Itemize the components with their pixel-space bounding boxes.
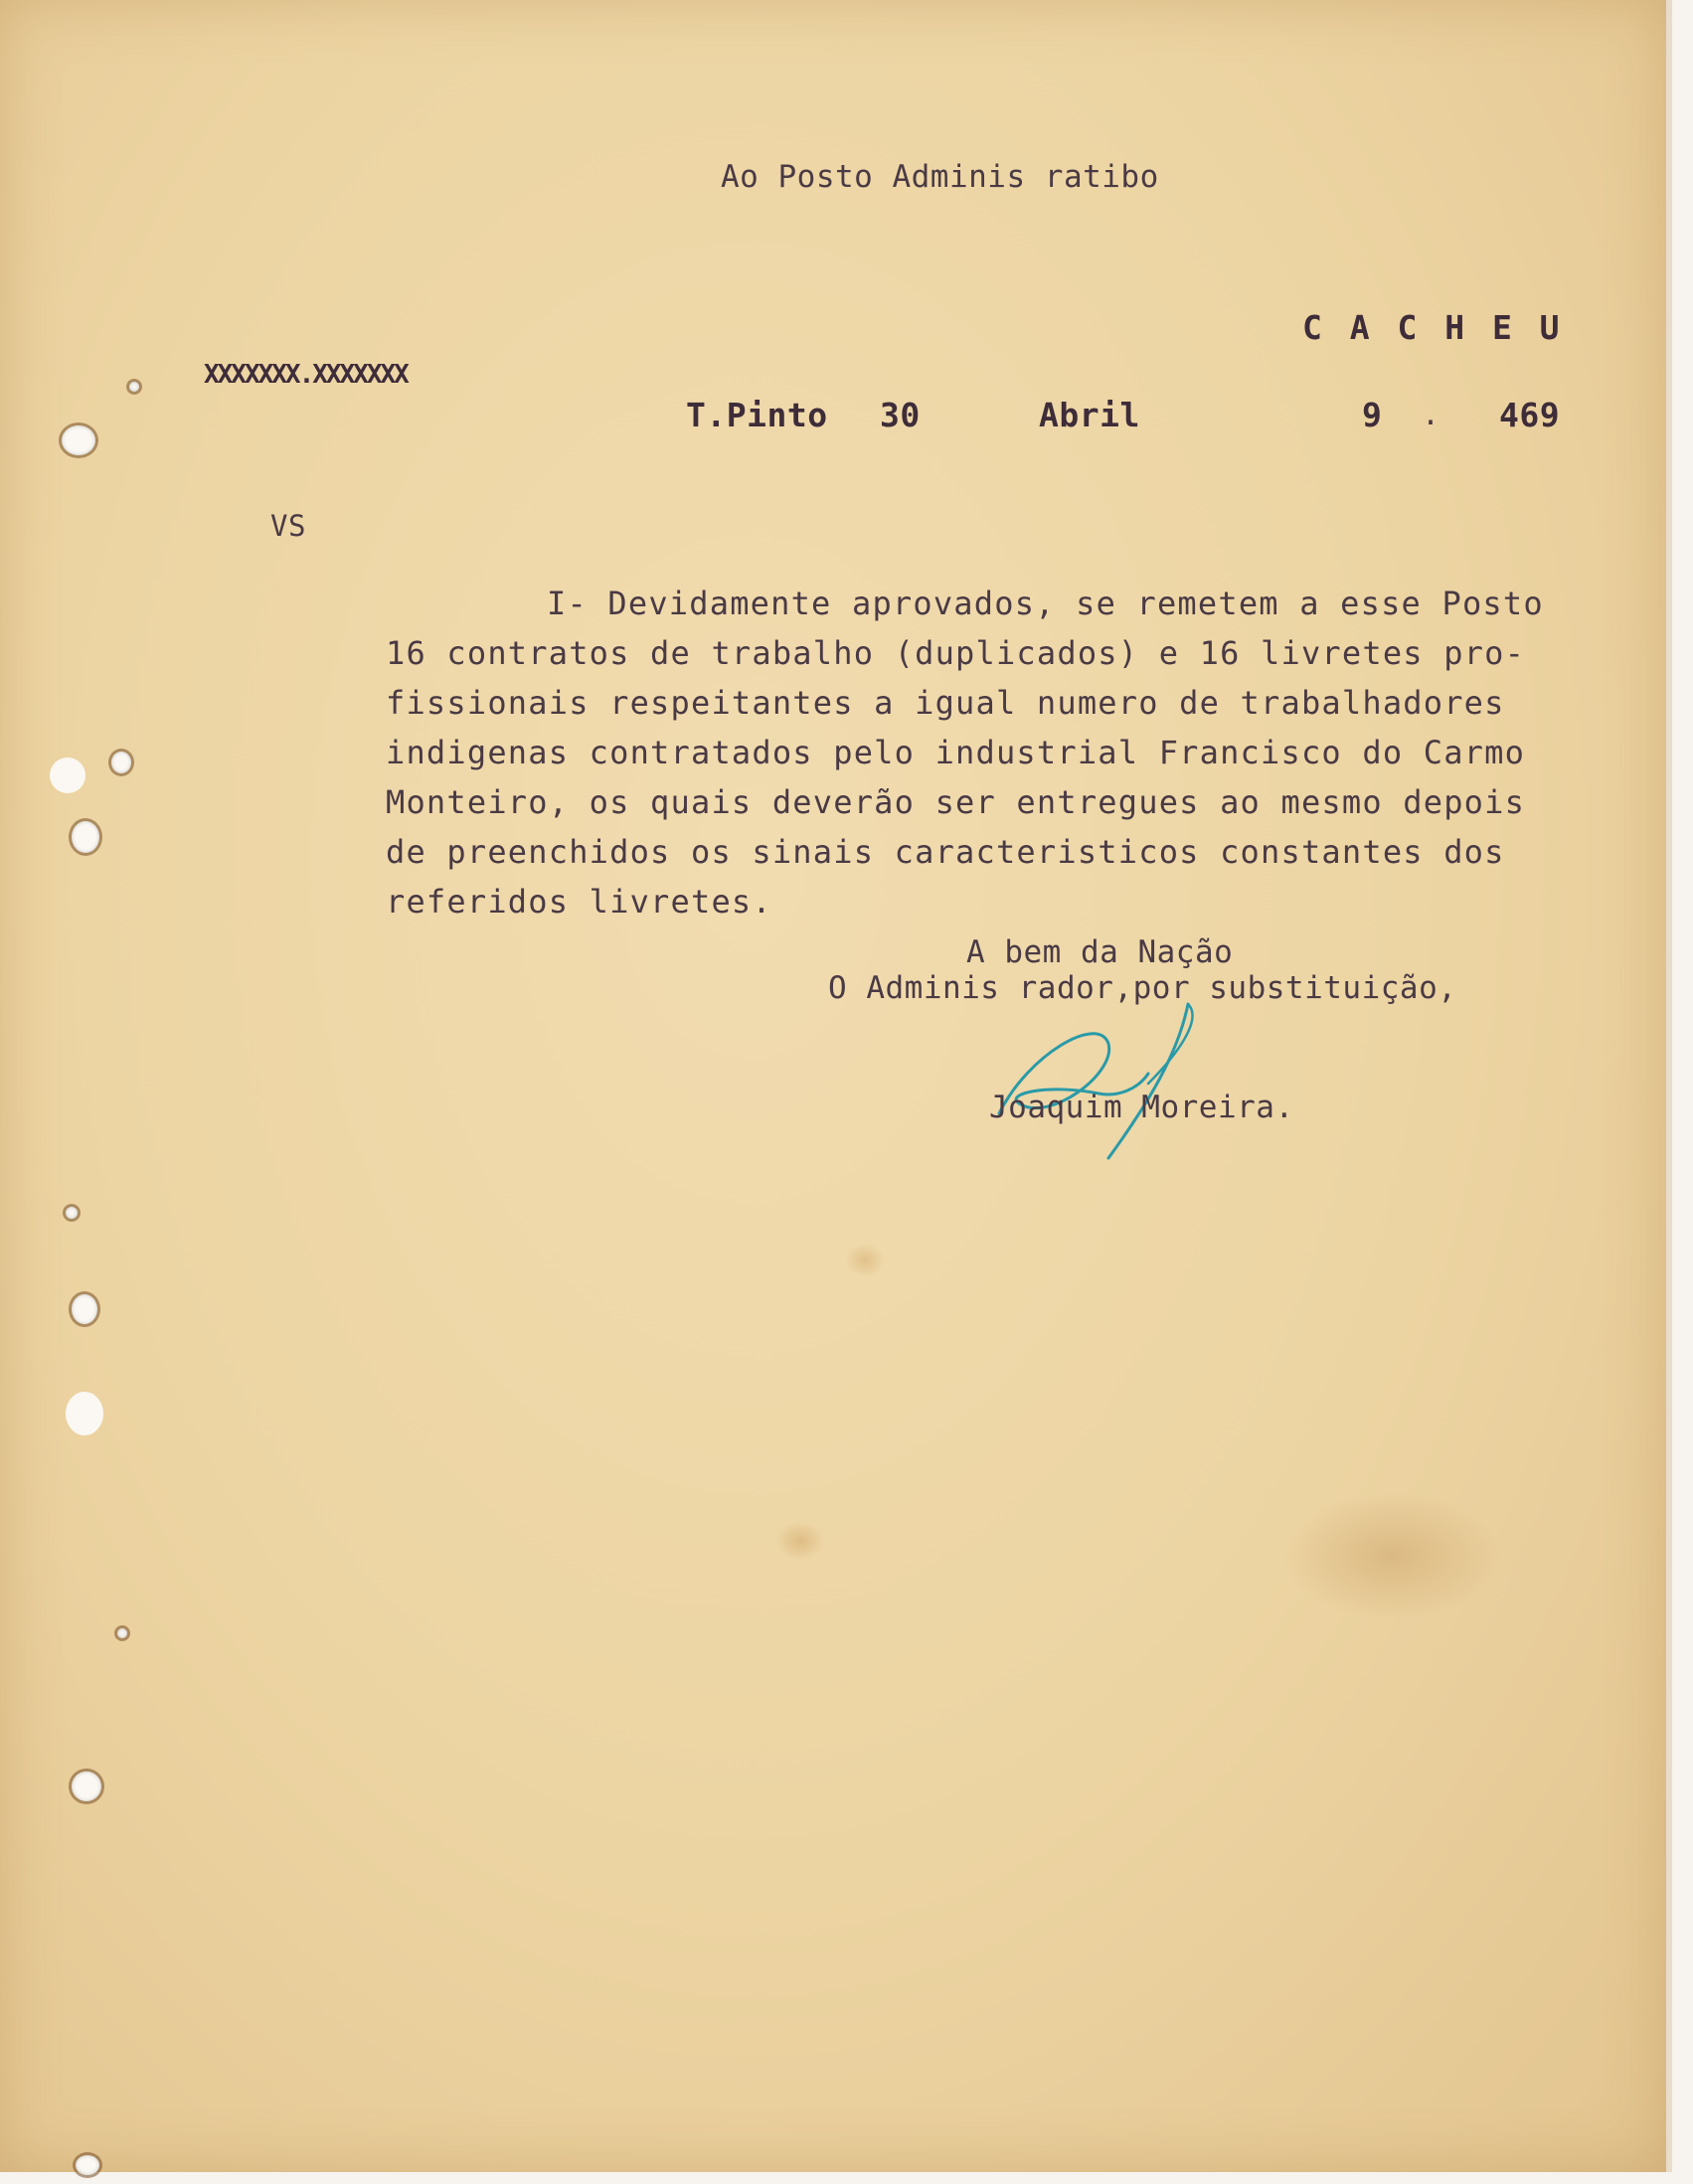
punch-hole (111, 752, 131, 773)
body-line: indigenas contratados pelo industrial Francisco do Carmo (386, 734, 1526, 771)
punch-hole (66, 1392, 103, 1435)
stain (845, 1243, 885, 1277)
punch-hole (72, 821, 99, 853)
date-year-prefix: 9 (1362, 396, 1383, 434)
date-town: T.Pinto (686, 396, 828, 434)
body-line: de preenchidos os sinais caracteristicos constantes dos (386, 833, 1505, 871)
handwritten-signature (989, 994, 1248, 1173)
punch-hole (76, 2155, 99, 2175)
place-heading: C A C H E U (1302, 308, 1564, 347)
body-line: I- Devidamente aprovados, se remetem a esse Posto (547, 585, 1544, 622)
body-line: Monteiro, os quais deverão ser entregues ao mesmo depois (386, 783, 1526, 821)
stain (1282, 1491, 1501, 1620)
body-line: fissionais respeitantes a igual numero de trabalhadores (386, 684, 1505, 722)
closing-phrase: A bem da Nação (966, 934, 1234, 970)
date-month: Abril (1039, 396, 1140, 434)
stain (775, 1521, 825, 1561)
date-day: 30 (880, 396, 921, 434)
signer-name: Joaquim Moreira. (989, 1090, 1294, 1125)
punch-hole (129, 382, 139, 392)
punch-hole (72, 1294, 97, 1324)
punch-hole (72, 1771, 101, 1801)
addressee: Ao Posto Adminis ratibo (721, 159, 1159, 195)
signer-title: O Adminis rador,por substituição, (828, 970, 1457, 1006)
punch-hole (50, 757, 85, 793)
punch-hole (62, 425, 95, 455)
punch-hole (117, 1628, 127, 1638)
reference-code: VS (270, 509, 306, 543)
date-year-separator: . (1422, 398, 1440, 432)
body-line: 16 contratos de trabalho (duplicados) e 16 livretes pro- (386, 634, 1526, 672)
body-line: referidos livretes. (386, 883, 772, 921)
date-year-number: 469 (1499, 396, 1561, 434)
punch-hole (66, 1207, 78, 1219)
struck-out-text: XXXXXXX.XXXXXXX (204, 360, 408, 390)
